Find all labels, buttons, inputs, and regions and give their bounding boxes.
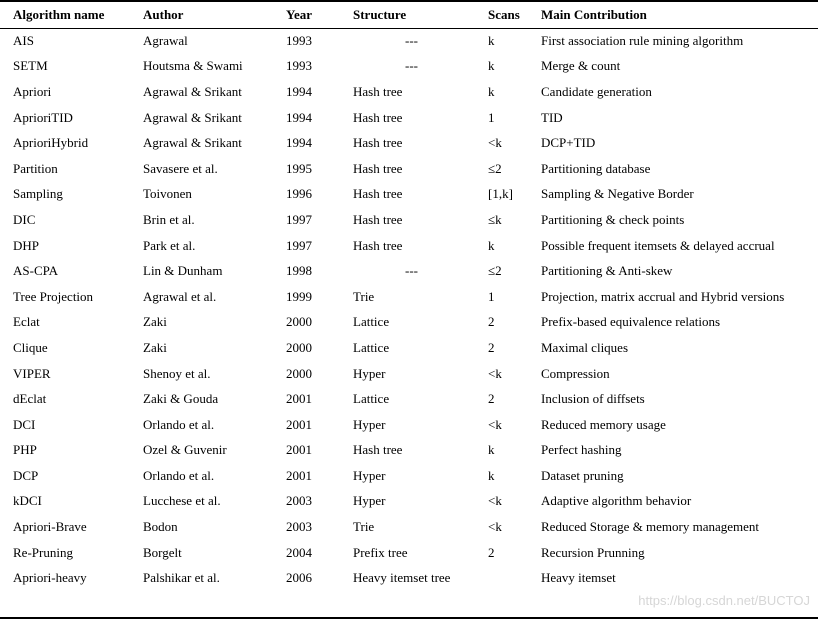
cell-main-contribution: Partitioning & Anti-skew	[541, 263, 673, 279]
table-row	[0, 130, 818, 156]
cell-year: 2001	[286, 442, 312, 458]
cell-year: 2000	[286, 365, 312, 381]
table-row	[0, 412, 818, 438]
cell-main-contribution: Projection, matrix accrual and Hybrid versions	[541, 288, 785, 304]
cell-author: Lucchese et al.	[143, 493, 221, 509]
table-row	[0, 438, 818, 464]
cell-year: 1994	[286, 83, 312, 99]
cell-year: 1998	[286, 263, 312, 279]
cell-structure: Hyper	[353, 467, 386, 483]
cell-structure: Hash tree	[353, 237, 403, 253]
cell-author: Bodon	[143, 519, 178, 535]
cell-main-contribution: Recursion Prunning	[541, 544, 645, 560]
cell-author: Agrawal & Srikant	[143, 109, 242, 125]
table-row	[0, 335, 818, 361]
cell-scans: <k	[488, 519, 502, 535]
watermark: https://blog.csdn.net/BUCTOJ	[638, 593, 810, 608]
cell-scans: <k	[488, 365, 502, 381]
cell-algorithm-name: DCI	[13, 416, 36, 432]
cell-algorithm-name: DCP	[13, 467, 39, 483]
table-row	[0, 489, 818, 515]
header-row	[0, 2, 818, 28]
header-structure: Structure	[353, 7, 407, 22]
cell-main-contribution: Possible frequent itemsets & delayed accrual	[541, 237, 775, 253]
cell-structure: Lattice	[353, 314, 390, 330]
table-row	[0, 310, 818, 336]
table-row	[0, 258, 818, 284]
table-row	[0, 182, 818, 208]
cell-main-contribution: Partitioning & check points	[541, 211, 685, 227]
cell-main-contribution: Compression	[541, 365, 610, 381]
cell-author: Orlando et al.	[143, 416, 215, 432]
cell-year: 1994	[286, 109, 312, 125]
cell-algorithm-name: DIC	[13, 211, 36, 227]
table-body	[0, 28, 818, 591]
cell-author: Borgelt	[143, 544, 182, 560]
table-bottom-rule	[0, 617, 818, 619]
table-row	[0, 284, 818, 310]
cell-scans: 2	[488, 391, 495, 407]
cell-algorithm-name: dEclat	[13, 391, 47, 407]
cell-year: 2006	[286, 570, 312, 586]
cell-scans: k	[488, 32, 495, 48]
cell-structure: Hash tree	[353, 109, 403, 125]
cell-main-contribution: First association rule mining algorithm	[541, 32, 744, 48]
cell-main-contribution: Inclusion of diffsets	[541, 391, 645, 407]
cell-author: Zaki	[143, 339, 167, 355]
table-row	[0, 54, 818, 80]
cell-main-contribution: DCP+TID	[541, 135, 596, 151]
cell-author: Park et al.	[143, 237, 196, 253]
table-row	[0, 28, 818, 54]
cell-structure: Prefix tree	[353, 544, 408, 560]
cell-year: 2003	[286, 519, 312, 535]
cell-author: Savasere et al.	[143, 160, 218, 176]
cell-structure: Trie	[353, 288, 375, 304]
cell-scans: 2	[488, 544, 495, 560]
header-author: Author	[143, 7, 184, 22]
cell-main-contribution: Sampling & Negative Border	[541, 186, 694, 202]
cell-structure: Hash tree	[353, 211, 403, 227]
cell-algorithm-name: AS-CPA	[13, 263, 59, 279]
cell-year: 2003	[286, 493, 312, 509]
header-main-contribution: Main Contribution	[541, 7, 647, 22]
cell-author: Palshikar et al.	[143, 570, 220, 586]
cell-structure: ---	[405, 263, 418, 279]
cell-year: 2001	[286, 416, 312, 432]
cell-main-contribution: Maximal cliques	[541, 339, 629, 355]
cell-year: 2004	[286, 544, 312, 560]
cell-structure: Lattice	[353, 339, 390, 355]
cell-algorithm-name: Apriori	[13, 83, 52, 99]
cell-year: 2000	[286, 314, 312, 330]
cell-author: Brin et al.	[143, 211, 195, 227]
cell-year: 2000	[286, 339, 312, 355]
cell-algorithm-name: VIPER	[13, 365, 51, 381]
cell-scans: ≤2	[488, 263, 502, 279]
cell-main-contribution: Adaptive algorithm behavior	[541, 493, 692, 509]
cell-year: 1993	[286, 32, 312, 48]
cell-author: Orlando et al.	[143, 467, 215, 483]
cell-algorithm-name: kDCI	[13, 493, 42, 509]
table-row	[0, 540, 818, 566]
cell-scans: 1	[488, 109, 495, 125]
cell-author: Ozel & Guvenir	[143, 442, 227, 458]
table-row	[0, 565, 818, 591]
cell-main-contribution: Perfect hashing	[541, 442, 622, 458]
cell-year: 1994	[286, 135, 312, 151]
cell-scans: k	[488, 83, 495, 99]
cell-main-contribution: TID	[541, 109, 563, 125]
cell-algorithm-name: PHP	[13, 442, 37, 458]
cell-algorithm-name: SETM	[13, 58, 48, 74]
cell-author: Agrawal et al.	[143, 288, 217, 304]
cell-scans: 2	[488, 314, 495, 330]
cell-main-contribution: Reduced Storage & memory management	[541, 519, 760, 535]
cell-year: 1997	[286, 237, 312, 253]
cell-scans: k	[488, 467, 495, 483]
cell-algorithm-name: Apriori-heavy	[13, 570, 87, 586]
cell-algorithm-name: DHP	[13, 237, 40, 253]
cell-scans: k	[488, 58, 495, 74]
cell-author: Agrawal & Srikant	[143, 83, 242, 99]
cell-year: 1996	[286, 186, 312, 202]
header-scans: Scans	[488, 7, 520, 22]
cell-author: Agrawal & Srikant	[143, 135, 242, 151]
table-row	[0, 207, 818, 233]
cell-scans: 2	[488, 339, 495, 355]
cell-author: Shenoy et al.	[143, 365, 211, 381]
cell-algorithm-name: AIS	[13, 32, 34, 48]
header-year: Year	[286, 7, 312, 22]
cell-scans: 1	[488, 288, 495, 304]
cell-main-contribution: Dataset pruning	[541, 467, 624, 483]
cell-author: Lin & Dunham	[143, 263, 223, 279]
cell-structure: Hash tree	[353, 186, 403, 202]
cell-structure: Trie	[353, 519, 375, 535]
cell-structure: Hyper	[353, 493, 386, 509]
cell-year: 1997	[286, 211, 312, 227]
table-row	[0, 514, 818, 540]
cell-scans: <k	[488, 416, 502, 432]
cell-main-contribution: Reduced memory usage	[541, 416, 666, 432]
cell-structure: Hyper	[353, 416, 386, 432]
cell-scans: k	[488, 442, 495, 458]
cell-scans: <k	[488, 135, 502, 151]
cell-algorithm-name: Eclat	[13, 314, 40, 330]
cell-author: Houtsma & Swami	[143, 58, 243, 74]
cell-author: Toivonen	[143, 186, 192, 202]
cell-algorithm-name: Partition	[13, 160, 58, 176]
cell-structure: Hyper	[353, 365, 386, 381]
cell-scans: ≤k	[488, 211, 502, 227]
table-row	[0, 156, 818, 182]
cell-main-contribution: Candidate generation	[541, 83, 652, 99]
cell-author: Zaki & Gouda	[143, 391, 219, 407]
cell-structure: Heavy itemset tree	[353, 570, 451, 586]
cell-structure: Lattice	[353, 391, 390, 407]
cell-algorithm-name: Re-Pruning	[13, 544, 73, 560]
cell-scans: [1,k]	[488, 186, 513, 202]
cell-main-contribution: Merge & count	[541, 58, 621, 74]
cell-author: Zaki	[143, 314, 167, 330]
algorithm-table	[0, 2, 818, 591]
cell-algorithm-name: AprioriHybrid	[13, 135, 89, 151]
cell-year: 2001	[286, 391, 312, 407]
header-algorithm-name: Algorithm name	[13, 7, 105, 22]
cell-year: 1999	[286, 288, 312, 304]
cell-structure: ---	[405, 58, 418, 74]
table-row	[0, 105, 818, 131]
cell-year: 1995	[286, 160, 312, 176]
cell-algorithm-name: AprioriTID	[13, 109, 73, 125]
cell-structure: Hash tree	[353, 160, 403, 176]
table-row	[0, 361, 818, 387]
cell-structure: ---	[405, 32, 418, 48]
cell-main-contribution: Heavy itemset	[541, 570, 616, 586]
cell-scans	[488, 565, 541, 591]
table-row	[0, 386, 818, 412]
cell-structure: Hash tree	[353, 442, 403, 458]
cell-algorithm-name: Clique	[13, 339, 48, 355]
cell-scans: <k	[488, 493, 502, 509]
table-header	[0, 2, 818, 28]
table-row	[0, 463, 818, 489]
cell-structure: Hash tree	[353, 83, 403, 99]
table-row	[0, 233, 818, 259]
cell-algorithm-name: Apriori-Brave	[13, 519, 87, 535]
cell-algorithm-name: Sampling	[13, 186, 63, 202]
cell-year: 2001	[286, 467, 312, 483]
cell-author: Agrawal	[143, 32, 188, 48]
cell-algorithm-name: Tree Projection	[13, 288, 94, 304]
cell-main-contribution: Partitioning database	[541, 160, 651, 176]
cell-year: 1993	[286, 58, 312, 74]
cell-scans: k	[488, 237, 495, 253]
cell-main-contribution: Prefix-based equivalence relations	[541, 314, 721, 330]
cell-structure: Hash tree	[353, 135, 403, 151]
cell-scans: ≤2	[488, 160, 502, 176]
table-row	[0, 79, 818, 105]
